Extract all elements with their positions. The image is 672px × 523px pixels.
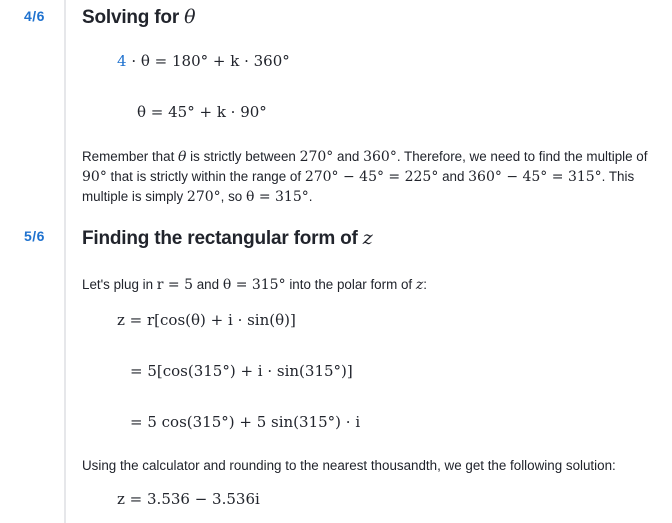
equation [117,311,296,330]
step-number: 5/6 [24,228,45,244]
explanation-paragraph [82,147,662,207]
equation-coefficient: 4 [117,52,127,70]
math-r: r = 5 [156,277,194,293]
text: and [193,277,223,292]
text: . This multiple is simply [82,169,635,204]
math-270: 270° [299,149,334,165]
equation-text: θ = 45° + k · 90° [137,103,267,121]
equation-text: = 5[cos(315°) + i · sin(315°)] [130,362,353,380]
math-90: 90° [82,169,107,185]
text: and [333,149,364,164]
equation-text: = 5 cos(315°) + 5 sin(315°) · i [130,413,361,431]
step-title [82,6,195,29]
equation [117,52,290,71]
equation [137,103,267,122]
step-title-text: Finding the rectangular form of [82,228,358,249]
step-title [82,227,373,250]
text: that is strictly within the range of [106,169,305,184]
text: Remember that [82,149,179,164]
intro-paragraph [82,275,662,295]
equation-text: z = r[cos(θ) + i · sin(θ)] [117,311,296,329]
math-theta: θ = 315° [222,277,286,293]
text: . Therefore, we need to find the multiple of [396,149,648,164]
text: into the polar form of [285,277,416,292]
text: : [423,277,427,292]
step-title-text: Solving for [82,7,180,28]
step-title-variable: θ [184,6,196,28]
solution-equation [117,490,260,509]
text: and [438,169,469,184]
math-answer: θ = 315° [245,189,309,205]
text: . [308,189,313,204]
equation-text: z = 3.536 − 3.536i [117,490,260,508]
conclusion-paragraph: Using the calculator and rounding to the nearest thousandth, we get the following solution: [82,458,616,473]
math-range-high: 360° − 45° = 315° [468,169,602,185]
math-z: z [415,277,424,293]
step-title-variable: z [362,227,373,249]
math-simple: 270° [186,189,221,205]
math-range-low: 270° − 45° = 225° [304,169,439,185]
step-rail [64,0,66,523]
math-360: 360° [363,149,397,165]
equation [130,362,353,381]
math-theta: θ [178,149,187,165]
step-number: 4/6 [24,8,45,24]
equation [130,413,360,432]
equation-rest: · θ = 180° + k · 360° [126,52,290,70]
text: , so [220,189,246,204]
text: Let's plug in [82,277,157,292]
text: is strictly between [186,149,300,164]
